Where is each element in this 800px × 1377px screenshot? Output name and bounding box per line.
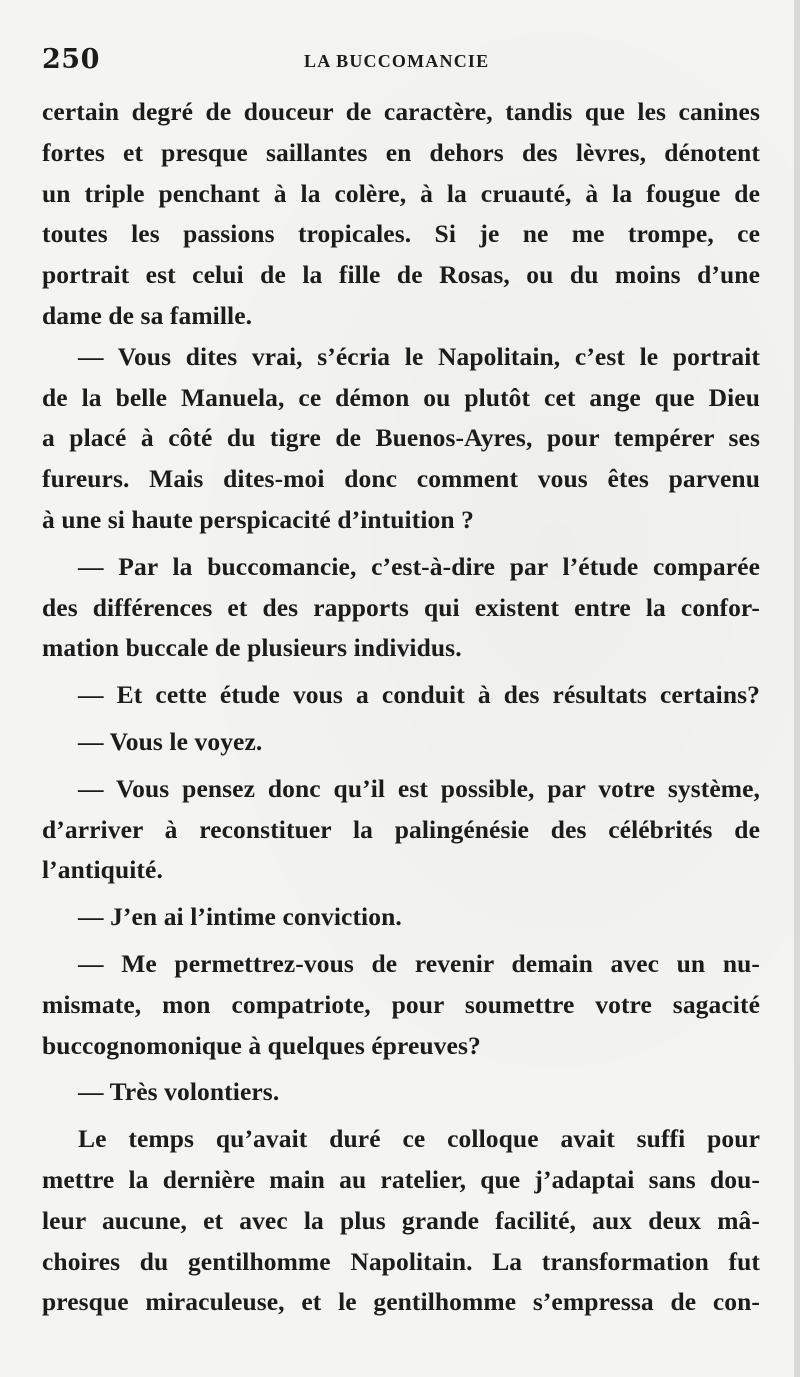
text-line: mation buccale de plusieurs individus.	[42, 633, 462, 663]
text-line: l’antiquité.	[42, 855, 163, 885]
paragraph	[42, 1119, 760, 1323]
text-line: mettre la dernière main au ratelier, que j’adaptai sans dou-	[42, 1164, 760, 1194]
text-line: dame de sa famille.	[42, 300, 253, 330]
text-line: de la belle Manuela, ce démon ou plutôt cet ange que Dieu	[42, 382, 760, 412]
paragraph	[42, 337, 760, 541]
text-line: portrait est celui de la fille de Rosas, ou du moins d’une	[42, 260, 760, 290]
text-line: — Très volontiers.	[78, 1077, 280, 1107]
running-title: LA BUCCOMANCIE	[304, 51, 490, 71]
text-line: d’arriver à reconstituer la palingénésie des célébrités de	[42, 814, 760, 844]
running-head	[42, 40, 760, 80]
text-line: fortes et presque saillantes en dehors des lèvres, dénotent	[42, 137, 760, 167]
text-line: — Vous pensez donc qu’il est possible, par votre système,	[78, 773, 760, 803]
text-line: — Me permettrez-vous de revenir demain avec un nu-	[78, 948, 760, 978]
text-line: des différences et des rapports qui existent entre la confor-	[42, 592, 760, 622]
paragraph	[42, 547, 760, 669]
text-line: certain degré de douceur de caractère, tandis que les canines	[42, 97, 760, 126]
paragraph	[42, 675, 760, 716]
paragraph	[42, 92, 760, 337]
body-text	[42, 92, 760, 1323]
text-line: a placé à côté du tigre de Buenos-Ayres, pour tempérer ses	[42, 423, 760, 453]
text-line: à une si haute perspicacité d’intuition ?	[42, 504, 474, 534]
paragraph	[42, 722, 760, 763]
text-line: — Vous le voyez.	[78, 726, 263, 756]
text-line: leur aucune, et avec la plus grande facilité, aux deux mâ-	[42, 1205, 760, 1235]
text-line: fureurs. Mais dites-moi donc comment vous êtes parvenu	[42, 464, 760, 494]
text-line: — Et cette étude vous a conduit à des résultats certains?	[78, 680, 760, 710]
text-line: toutes les passions tropicales. Si je ne me trompe, ce	[42, 219, 760, 249]
text-line: buccognomonique à quelques épreuves?	[42, 1030, 481, 1060]
text-line: — Vous dites vrai, s’écria le Napolitain, c’est le portrait	[78, 341, 760, 371]
paragraph	[42, 769, 760, 891]
text-line: Le temps qu’avait duré ce colloque avait suffi pour	[78, 1124, 760, 1154]
paragraph	[42, 897, 760, 938]
text-line: — Par la buccomancie, c’est-à-dire par l’étude comparée	[78, 551, 760, 581]
page-number: 250	[42, 44, 100, 75]
paragraph	[42, 944, 760, 1066]
text-line: — J’en ai l’intime conviction.	[78, 902, 402, 932]
text-line: presque miraculeuse, et le gentilhomme s’empressa de con-	[42, 1287, 760, 1317]
paragraph	[42, 1072, 760, 1113]
text-line: mismate, mon compatriote, pour soumettre votre sagacité	[42, 989, 760, 1019]
text-line: un triple penchant à la colère, à la cruauté, à la fougue de	[42, 178, 760, 208]
text-line: choires du gentilhomme Napolitain. La transformation fut	[42, 1246, 760, 1276]
